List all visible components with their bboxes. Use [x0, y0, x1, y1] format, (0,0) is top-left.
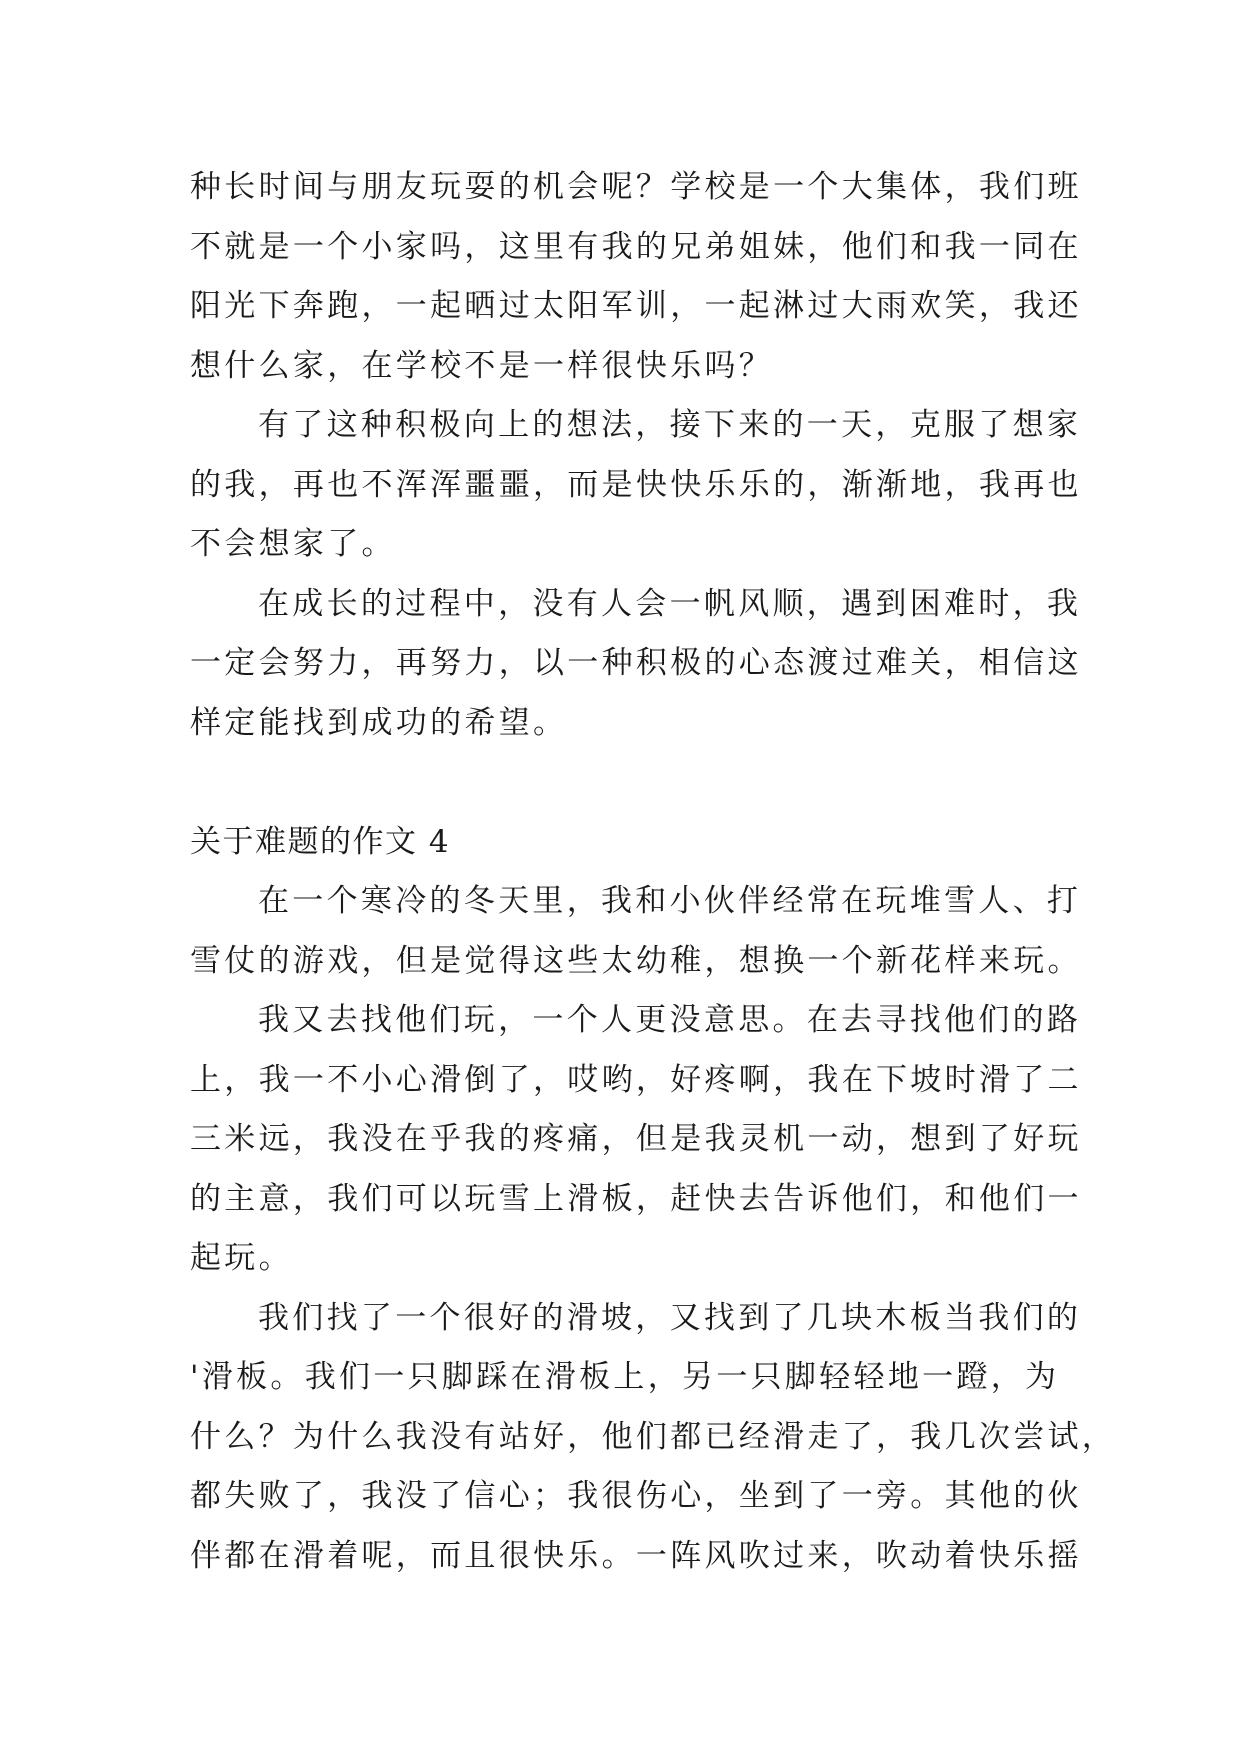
section-heading: 关于难题的作文 4	[190, 823, 451, 860]
text-line: 不就是一个小家吗，这里有我的兄弟姐妹，他们和我一同在	[190, 228, 1082, 265]
text-line: 一定会努力，再努力，以一种积极的心态渡过难关，相信这	[190, 645, 1082, 681]
text-line: 雪仗的游戏，但是觉得这些太幼稚，想换一个新花样来玩。	[190, 942, 1082, 979]
paragraph-first-line: 在一个寒冷的冬天里，我和小伙伴经常在玩堆雪人、打	[258, 883, 1082, 919]
paragraph-first-line: 我又去找他们玩，一个人更没意思。在去寻找他们的路	[258, 1002, 1082, 1038]
text-line: 不会想家了。	[190, 526, 396, 562]
document-page	[190, 158, 1117, 1586]
text-line: 的我，再也不浑浑噩噩，而是快快乐乐的，渐渐地，我再也	[190, 466, 1082, 503]
paragraph-first-line: 我们找了一个很好的滑坡，又找到了几块木板当我们的	[258, 1299, 1082, 1336]
text-line: 起玩。	[190, 1240, 293, 1276]
paragraph-first-line: 有了这种积极向上的想法，接下来的一天，克服了想家	[258, 407, 1082, 443]
text-line: 样定能找到成功的希望。	[190, 704, 568, 741]
text-line: 的主意，我们可以玩雪上滑板，赶快去告诉他们，和他们一	[190, 1180, 1082, 1217]
text-line: 三米远，我没在乎我的疼痛，但是我灵机一动，想到了好玩	[190, 1121, 1082, 1157]
text-line: 上，我一不小心滑倒了，哎哟，好疼啊，我在下坡时滑了二	[190, 1061, 1082, 1098]
text-line: '滑板。我们一只脚踩在滑板上，另一只脚轻轻地一蹬，为	[190, 1359, 1060, 1395]
text-line: 种长时间与朋友玩耍的机会呢？学校是一个大集体，我们班	[190, 169, 1082, 205]
text-line: 伴都在滑着呢，而且很快乐。一阵风吹过来，吹动着快乐摇	[190, 1537, 1082, 1574]
paragraph-first-line: 在成长的过程中，没有人会一帆风顺，遇到困难时，我	[258, 585, 1082, 622]
text-line: 都失败了，我没了信心；我很伤心，坐到了一旁。其他的伙	[190, 1478, 1082, 1514]
text-line: 什么？为什么我没有站好，他们都已经滑走了，我几次尝试，	[190, 1418, 1117, 1455]
text-line: 想什么家，在学校不是一样很快乐吗？	[190, 347, 774, 384]
text-line: 阳光下奔跑，一起晒过太阳军训，一起淋过大雨欢笑，我还	[190, 288, 1082, 324]
section-spacer	[190, 753, 1058, 813]
